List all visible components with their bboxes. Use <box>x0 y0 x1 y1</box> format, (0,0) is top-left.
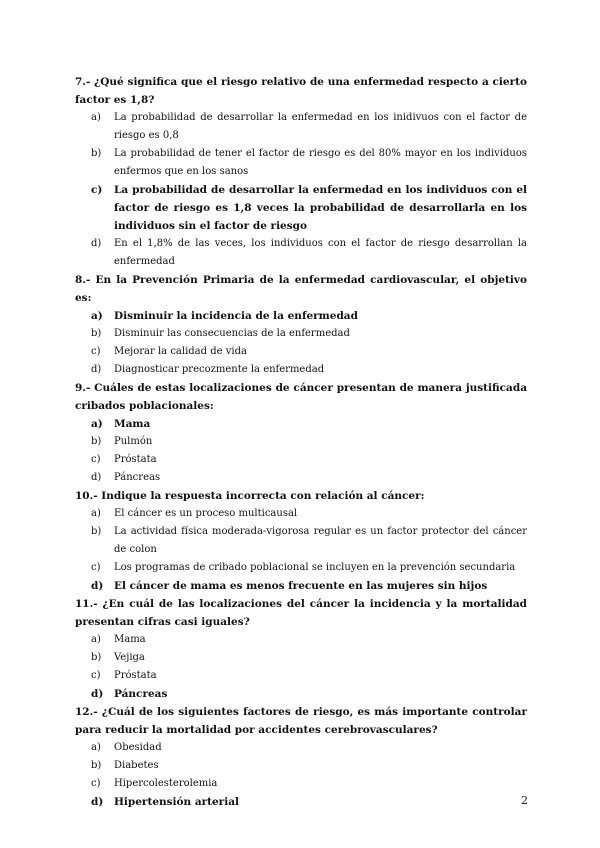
answer-option <box>75 523 527 559</box>
option-text: Mama <box>114 634 146 645</box>
answer-option <box>75 775 527 793</box>
option-text: Páncreas <box>114 472 161 483</box>
answer-option <box>75 505 527 523</box>
option-text: En el 1,8% de las veces, los individuos con el factor de riesgo desarrollan la enfermedad <box>114 238 527 267</box>
option-letter: d) <box>91 472 102 483</box>
option-text: Hipertensión arterial <box>114 796 240 808</box>
answer-option <box>75 109 527 145</box>
answer-option <box>75 559 527 577</box>
answer-option <box>75 667 527 685</box>
option-text: Disminuir las consecuencias de la enfermedad <box>114 328 350 339</box>
question-block <box>75 595 527 703</box>
answer-option <box>75 451 527 469</box>
option-text: Obesidad <box>114 742 162 753</box>
option-letter: c) <box>91 778 101 789</box>
option-text: Pulmón <box>114 436 153 447</box>
question-block <box>75 271 527 379</box>
question-text: 12.- ¿Cuál de los siguientes factores de riesgo, es más importante controlar para reducir la mortalidad por accidentes cerebrovasculares? <box>75 706 527 736</box>
option-text: Disminuir la incidencia de la enfermedad <box>114 310 358 322</box>
answer-option <box>75 145 527 181</box>
answer-option-correct <box>75 793 527 811</box>
answer-option-correct <box>75 307 527 325</box>
question-block <box>75 379 527 487</box>
option-letter: b) <box>91 148 102 159</box>
option-text: Mama <box>114 418 151 430</box>
option-letter: a) <box>91 418 103 430</box>
question-block <box>75 703 527 811</box>
option-letter: d) <box>91 688 104 700</box>
option-letter: b) <box>91 526 102 537</box>
question-block <box>75 487 527 595</box>
option-text: Próstata <box>114 670 157 681</box>
question-text: 10.- Indique la respuesta incorrecta con relación al cáncer: <box>75 490 425 502</box>
answer-option <box>75 469 527 487</box>
page-number: 2 <box>521 794 528 807</box>
option-letter: c) <box>91 562 101 573</box>
option-letter: b) <box>91 436 102 447</box>
answer-option <box>75 739 527 757</box>
answer-option-correct <box>75 415 527 433</box>
option-letter: a) <box>91 634 101 645</box>
option-text: La actividad física moderada-vigorosa regular es un factor protector del cáncer de colon <box>114 526 527 555</box>
option-text: Vejiga <box>114 652 145 663</box>
question-text: 8.- En la Prevención Primaria de la enfermedad cardiovascular, el objetivo es: <box>75 274 527 304</box>
option-letter: c) <box>91 346 101 357</box>
option-letter: a) <box>91 508 101 519</box>
option-letter: a) <box>91 112 101 123</box>
option-letter: d) <box>91 580 104 592</box>
option-letter: a) <box>91 742 101 753</box>
answer-option <box>75 343 527 361</box>
answer-option-correct <box>75 577 527 595</box>
option-text: Mejorar la calidad de vida <box>114 346 247 357</box>
answer-option <box>75 631 527 649</box>
answer-option <box>75 649 527 667</box>
option-text: La probabilidad de tener el factor de riesgo es del 80% mayor en los individuos enfermos que en los sanos <box>114 148 527 177</box>
option-letter: a) <box>91 310 103 322</box>
answer-option <box>75 361 527 379</box>
option-letter: c) <box>91 670 101 681</box>
option-letter: d) <box>91 364 102 375</box>
question-text: 9.- Cuáles de estas localizaciones de cáncer presentan de manera justificada cribados poblacionales: <box>75 382 527 412</box>
answer-option <box>75 325 527 343</box>
question-block <box>75 73 527 271</box>
option-text: Los programas de cribado poblacional se incluyen en la prevención secundaria <box>114 562 516 573</box>
option-text: El cáncer de mama es menos frecuente en las mujeres sin hijos <box>114 580 488 592</box>
option-letter: c) <box>91 184 103 196</box>
option-text: Hipercolesterolemia <box>114 778 218 789</box>
answer-option <box>75 757 527 775</box>
question-text: 11.- ¿En cuál de las localizaciones del cáncer la incidencia y la mortalidad presentan cifras casi iguales? <box>75 598 527 628</box>
option-letter: b) <box>91 760 102 771</box>
option-text: La probabilidad de desarrollar la enfermedad en los individuos con el factor de riesgo es 1,8 veces la probabilidad de desarrollarla en los individuos sin el factor de riesgo <box>114 184 527 232</box>
option-text: Próstata <box>114 454 157 465</box>
answer-option <box>75 433 527 451</box>
option-letter: d) <box>91 796 104 808</box>
option-text: Diabetes <box>114 760 159 771</box>
option-letter: d) <box>91 238 102 249</box>
option-text: El cáncer es un proceso multicausal <box>114 508 298 519</box>
answer-option-correct <box>75 181 527 235</box>
option-letter: b) <box>91 652 102 663</box>
answer-option-correct <box>75 685 527 703</box>
question-list <box>75 73 527 811</box>
option-text: Páncreas <box>114 688 168 700</box>
question-text: 7.- ¿Qué significa que el riesgo relativo de una enfermedad respecto a cierto factor es 1,8? <box>75 76 527 106</box>
option-text: La probabilidad de desarrollar la enfermedad en los inidivuos con el factor de riesgo es 0,8 <box>114 112 527 141</box>
option-letter: c) <box>91 454 101 465</box>
option-letter: b) <box>91 328 102 339</box>
option-text: Diagnosticar precozmente la enfermedad <box>114 364 325 375</box>
answer-option <box>75 235 527 271</box>
